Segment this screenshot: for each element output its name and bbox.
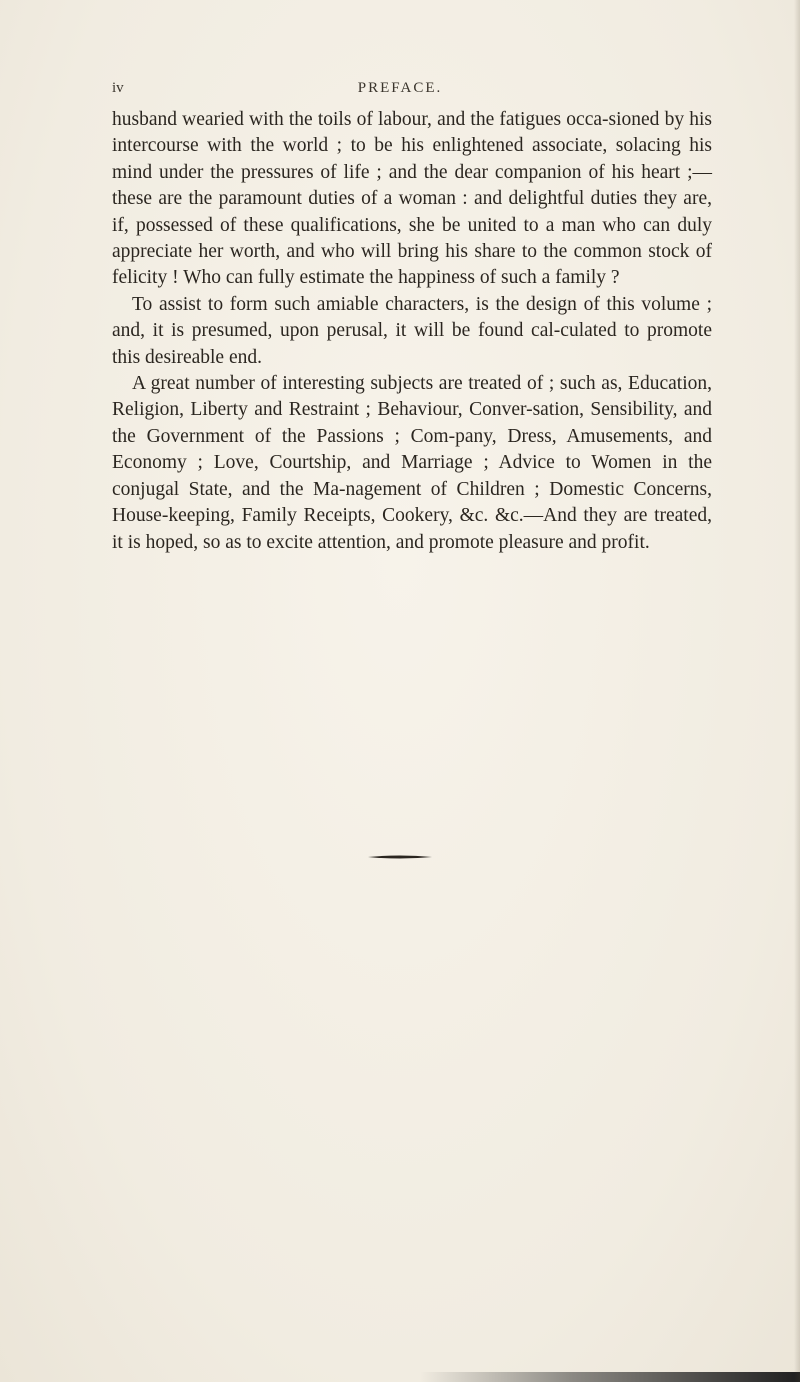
- bottom-edge-shadow: [420, 1372, 800, 1382]
- page-edge-shadow: [794, 0, 800, 1382]
- preface-text: [112, 107, 712, 556]
- paragraph-1: husband wearied with the toils of labour, and the fatigues occa-sioned by his intercourse with the world ; to be his enlightened associate, solacing his mind under the pressures of life ; and the dear companion of his heart ;—these are the paramount duties of a woman : and delightful duties they are, if, possessed of these qualifications, she be united to a man who can duly appreciate her worth, and who will bring his share to the common stock of felicity ! Who can fully estimate the happiness of such a family ?: [112, 109, 712, 289]
- paragraph-3: A great number of interesting subjects are treated of ; such as, Education, Religion, Liberty and Restraint ; Behaviour, Conver-sation, Sensibility, and the Government of the Passions ; Com-pany, Dress, Amusements, and Economy ; Love, Courtship, and Marriage ; Advice to Women in the conjugal State, and the Ma-nagement of Children ; Domestic Concerns, House-keeping, Family Receipts, Cookery, &c. &c.—And they are treated, it is hoped, so as to excite attention, and promote pleasure and profit.: [112, 373, 712, 553]
- running-title: PREFACE.: [357, 80, 443, 96]
- page-number: iv: [112, 80, 124, 96]
- ornament-rule-icon: [368, 855, 432, 859]
- paragraph-2: To assist to form such amiable characters, is the design of this volume ; and, it is presumed, upon perusal, it will be found cal-culated to promote this desireable end.: [112, 293, 712, 368]
